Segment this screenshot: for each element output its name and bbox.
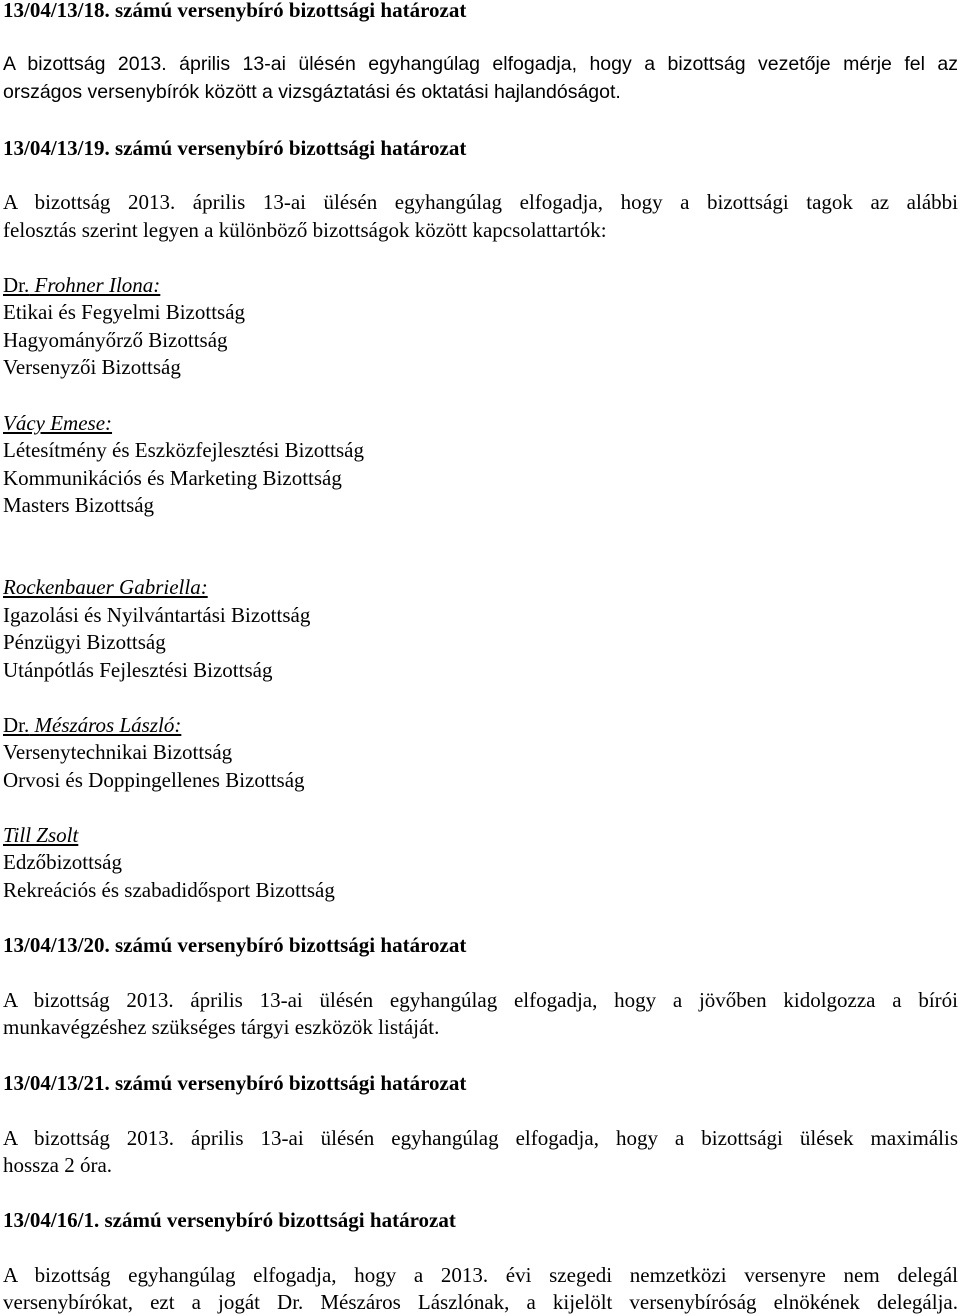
contact-name: Mészáros László:	[34, 713, 182, 737]
committee-item: Rekreációs és szabadidősport Bizottság	[3, 878, 335, 902]
committee-item: Utánpótlás Fejlesztési Bizottság	[3, 658, 273, 682]
contact-name-till: Till Zsolt	[3, 823, 79, 847]
committee-item: Létesítmény és Eszközfejlesztési Bizottság	[3, 438, 364, 462]
resolution-18-heading: 13/04/13/18. számú versenybíró bizottsági határozat	[3, 0, 467, 22]
committee-item: Edzőbizottság	[3, 850, 122, 874]
resolution-20-heading: 13/04/13/20. számú versenybíró bizottsági határozat	[3, 933, 467, 957]
committee-item: Masters Bizottság	[3, 493, 155, 517]
resolution-19-text-line-2: felosztás szerint legyen a különböző bizottságok között kapcsolattartók:	[3, 218, 607, 242]
committee-item: Igazolási és Nyilvántartási Bizottság	[3, 603, 311, 627]
resolution-16-text-line-1: A bizottság egyhangúlag elfogadja, hogy a 2013. évi szegedi nemzetközi versenyre nem delegál	[3, 1263, 958, 1287]
committee-item: Versenyzői Bizottság	[3, 355, 181, 379]
contact-title: Dr.	[3, 713, 30, 737]
contact-name: Frohner Ilona:	[34, 273, 161, 297]
resolution-19-heading: 13/04/13/19. számú versenybíró bizottsági határozat	[3, 136, 467, 160]
resolution-19-text-line-1: A bizottság 2013. április 13-ai ülésén egyhangúlag elfogadja, hogy a bizottsági tagok az alábbi	[3, 190, 958, 214]
resolution-21-text-line-2: hossza 2 óra.	[3, 1153, 113, 1177]
resolution-20-text-line-2: munkavégzéshez szükséges tárgyi eszközök listáját.	[3, 1015, 440, 1039]
resolution-16-text-line-2: versenybírókat, ezt a jogát Dr. Mészáros Lászlónak, a kijelölt versenybíróság elnökének delegálja.	[3, 1290, 958, 1314]
committee-item: Pénzügyi Bizottság	[3, 630, 166, 654]
contact-name-vacy: Vácy Emese:	[3, 411, 113, 435]
resolution-16-heading: 13/04/16/1. számú versenybíró bizottsági határozat	[3, 1208, 456, 1232]
contact-name-meszaros	[3, 715, 181, 736]
contact-name-frohner	[3, 275, 160, 296]
contact-title: Dr.	[3, 273, 30, 297]
committee-item: Versenytechnikai Bizottság	[3, 740, 233, 764]
committee-item: Kommunikációs és Marketing Bizottság	[3, 466, 342, 490]
resolution-21-text-line-1: A bizottság 2013. április 13-ai ülésén egyhangúlag elfogadja, hogy a bizottsági ülések maximális	[3, 1126, 958, 1150]
committee-item: Hagyományőrző Bizottság	[3, 328, 228, 352]
resolution-18-text-line-1: A bizottság 2013. április 13-ai ülésén egyhangúlag elfogadja, hogy a bizottság vezetője mérje fel az	[3, 53, 958, 75]
resolution-18-text-line-2: országos versenybírók között a vizsgáztatási és oktatási hajlandóságot.	[3, 81, 621, 103]
contact-name-rockenbauer: Rockenbauer Gabriella:	[3, 575, 208, 599]
committee-item: Orvosi és Doppingellenes Bizottság	[3, 768, 305, 792]
committee-item: Etikai és Fegyelmi Bizottság	[3, 300, 246, 324]
resolution-21-heading: 13/04/13/21. számú versenybíró bizottsági határozat	[3, 1071, 467, 1095]
resolution-20-text-line-1: A bizottság 2013. április 13-ai ülésén egyhangúlag elfogadja, hogy a jövőben kidolgozza a bírói	[3, 988, 958, 1012]
